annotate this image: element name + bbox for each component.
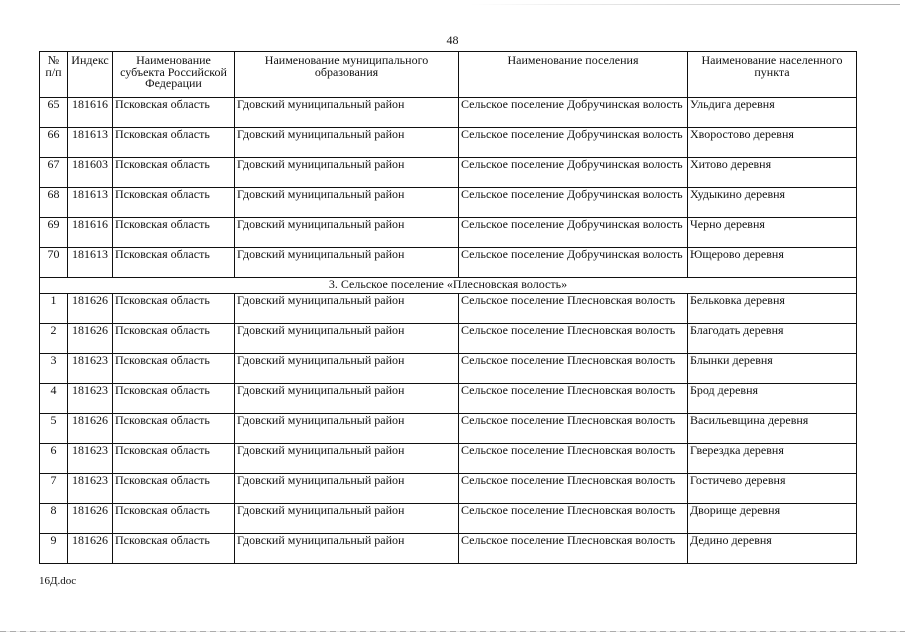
header-index: Индекс [68,52,113,98]
cell-municipality: Гдовский муниципальный район [235,294,459,324]
cell-index: 181613 [68,128,113,158]
header-subject: Наименование субъекта Российской Федерации [113,52,235,98]
cell-locality: Хворостово деревня [688,128,857,158]
cell-municipality: Гдовский муниципальный район [235,128,459,158]
cell-municipality: Гдовский муниципальный район [235,248,459,278]
cell-index: 181626 [68,324,113,354]
cell-subject: Псковская область [113,504,235,534]
cell-num: 6 [40,444,68,474]
table-row [40,128,857,158]
table-row [40,444,857,474]
cell-municipality: Гдовский муниципальный район [235,384,459,414]
cell-subject: Псковская область [113,218,235,248]
cell-num: 2 [40,324,68,354]
cell-municipality: Гдовский муниципальный район [235,324,459,354]
cell-num: 1 [40,294,68,324]
table-row [40,158,857,188]
cell-locality: Благодать деревня [688,324,857,354]
cell-num: 5 [40,414,68,444]
cell-num: 3 [40,354,68,384]
cell-index: 181626 [68,294,113,324]
cell-municipality: Гдовский муниципальный район [235,534,459,564]
cell-subject: Псковская область [113,414,235,444]
cell-municipality: Гдовский муниципальный район [235,444,459,474]
cell-settlement: Сельское поселение Плесновская волость [459,444,688,474]
cell-municipality: Гдовский муниципальный район [235,414,459,444]
cell-settlement: Сельское поселение Добручинская волость [459,158,688,188]
cell-municipality: Гдовский муниципальный район [235,504,459,534]
cell-index: 181613 [68,248,113,278]
cell-locality: Васильевщина деревня [688,414,857,444]
table-row [40,534,857,564]
cell-locality: Гверездка деревня [688,444,857,474]
cell-num: 7 [40,474,68,504]
cell-settlement: Сельское поселение Добручинская волость [459,188,688,218]
cell-subject: Псковская область [113,128,235,158]
cell-subject: Псковская область [113,98,235,128]
cell-settlement: Сельское поселение Плесновская волость [459,474,688,504]
cell-num: 68 [40,188,68,218]
cell-settlement: Сельское поселение Добручинская волость [459,98,688,128]
table-row [40,384,857,414]
section-row [40,278,857,294]
cell-locality: Бельковка деревня [688,294,857,324]
cell-index: 181616 [68,98,113,128]
cell-num: 9 [40,534,68,564]
cell-locality: Брод деревня [688,384,857,414]
cell-settlement: Сельское поселение Плесновская волость [459,534,688,564]
cell-municipality: Гдовский муниципальный район [235,474,459,504]
cell-locality: Ульдига деревня [688,98,857,128]
cell-settlement: Сельское поселение Плесновская волость [459,354,688,384]
page-number: 48 [446,33,459,47]
cell-index: 181603 [68,158,113,188]
cell-index: 181623 [68,384,113,414]
cell-index: 181616 [68,218,113,248]
table-body-dobruchinskaya [40,98,857,278]
cell-municipality: Гдовский муниципальный район [235,158,459,188]
header-num: № п/п [40,52,68,98]
cell-subject: Псковская область [113,158,235,188]
cell-municipality: Гдовский муниципальный район [235,98,459,128]
cell-locality: Худыкино деревня [688,188,857,218]
cell-locality: Ющерово деревня [688,248,857,278]
table-row [40,218,857,248]
cell-num: 66 [40,128,68,158]
table-row [40,474,857,504]
cell-locality: Дедино деревня [688,534,857,564]
table-row [40,354,857,384]
cell-settlement: Сельское поселение Добручинская волость [459,128,688,158]
cell-municipality: Гдовский муниципальный район [235,218,459,248]
cell-index: 181626 [68,504,113,534]
cell-num: 4 [40,384,68,414]
cell-settlement: Сельское поселение Плесновская волость [459,324,688,354]
cell-index: 181623 [68,444,113,474]
scan-edge-top [470,4,900,5]
cell-subject: Псковская область [113,324,235,354]
cell-subject: Псковская область [113,444,235,474]
cell-locality: Блынки деревня [688,354,857,384]
cell-subject: Псковская область [113,384,235,414]
cell-subject: Псковская область [113,294,235,324]
cell-settlement: Сельское поселение Добручинская волость [459,248,688,278]
table-row [40,98,857,128]
scan-edge-bottom [0,631,905,632]
cell-subject: Псковская область [113,188,235,218]
table-row [40,414,857,444]
cell-num: 8 [40,504,68,534]
table-row [40,248,857,278]
cell-num: 65 [40,98,68,128]
cell-settlement: Сельское поселение Плесновская волость [459,384,688,414]
header-settlement: Наименование поселения [459,52,688,98]
table-row [40,504,857,534]
table-header-row [40,52,857,98]
table-row [40,324,857,354]
cell-num: 67 [40,158,68,188]
cell-settlement: Сельское поселение Плесновская волость [459,414,688,444]
cell-settlement: Сельское поселение Плесновская волость [459,294,688,324]
section-title: 3. Сельское поселение «Плесновская волость» [40,278,857,294]
footer-filename: 16Д.doc [39,575,77,587]
cell-index: 181623 [68,474,113,504]
cell-num: 69 [40,218,68,248]
cell-index: 181626 [68,414,113,444]
header-municipality: Наименование муниципального образования [235,52,459,98]
cell-settlement: Сельское поселение Добручинская волость [459,218,688,248]
cell-subject: Псковская область [113,474,235,504]
cell-subject: Псковская область [113,354,235,384]
cell-subject: Псковская область [113,248,235,278]
header-locality: Наименование населенного пункта [688,52,857,98]
cell-num: 70 [40,248,68,278]
cell-locality: Гостичево деревня [688,474,857,504]
table-body-plesnovskaya [40,294,857,564]
cell-subject: Псковская область [113,534,235,564]
table-row [40,188,857,218]
cell-index: 181613 [68,188,113,218]
cell-municipality: Гдовский муниципальный район [235,188,459,218]
cell-locality: Хитово деревня [688,158,857,188]
settlements-table [39,51,857,564]
cell-municipality: Гдовский муниципальный район [235,354,459,384]
cell-locality: Черно деревня [688,218,857,248]
table-row [40,294,857,324]
cell-index: 181626 [68,534,113,564]
cell-locality: Дворище деревня [688,504,857,534]
cell-settlement: Сельское поселение Плесновская волость [459,504,688,534]
table-section [40,278,857,294]
cell-index: 181623 [68,354,113,384]
